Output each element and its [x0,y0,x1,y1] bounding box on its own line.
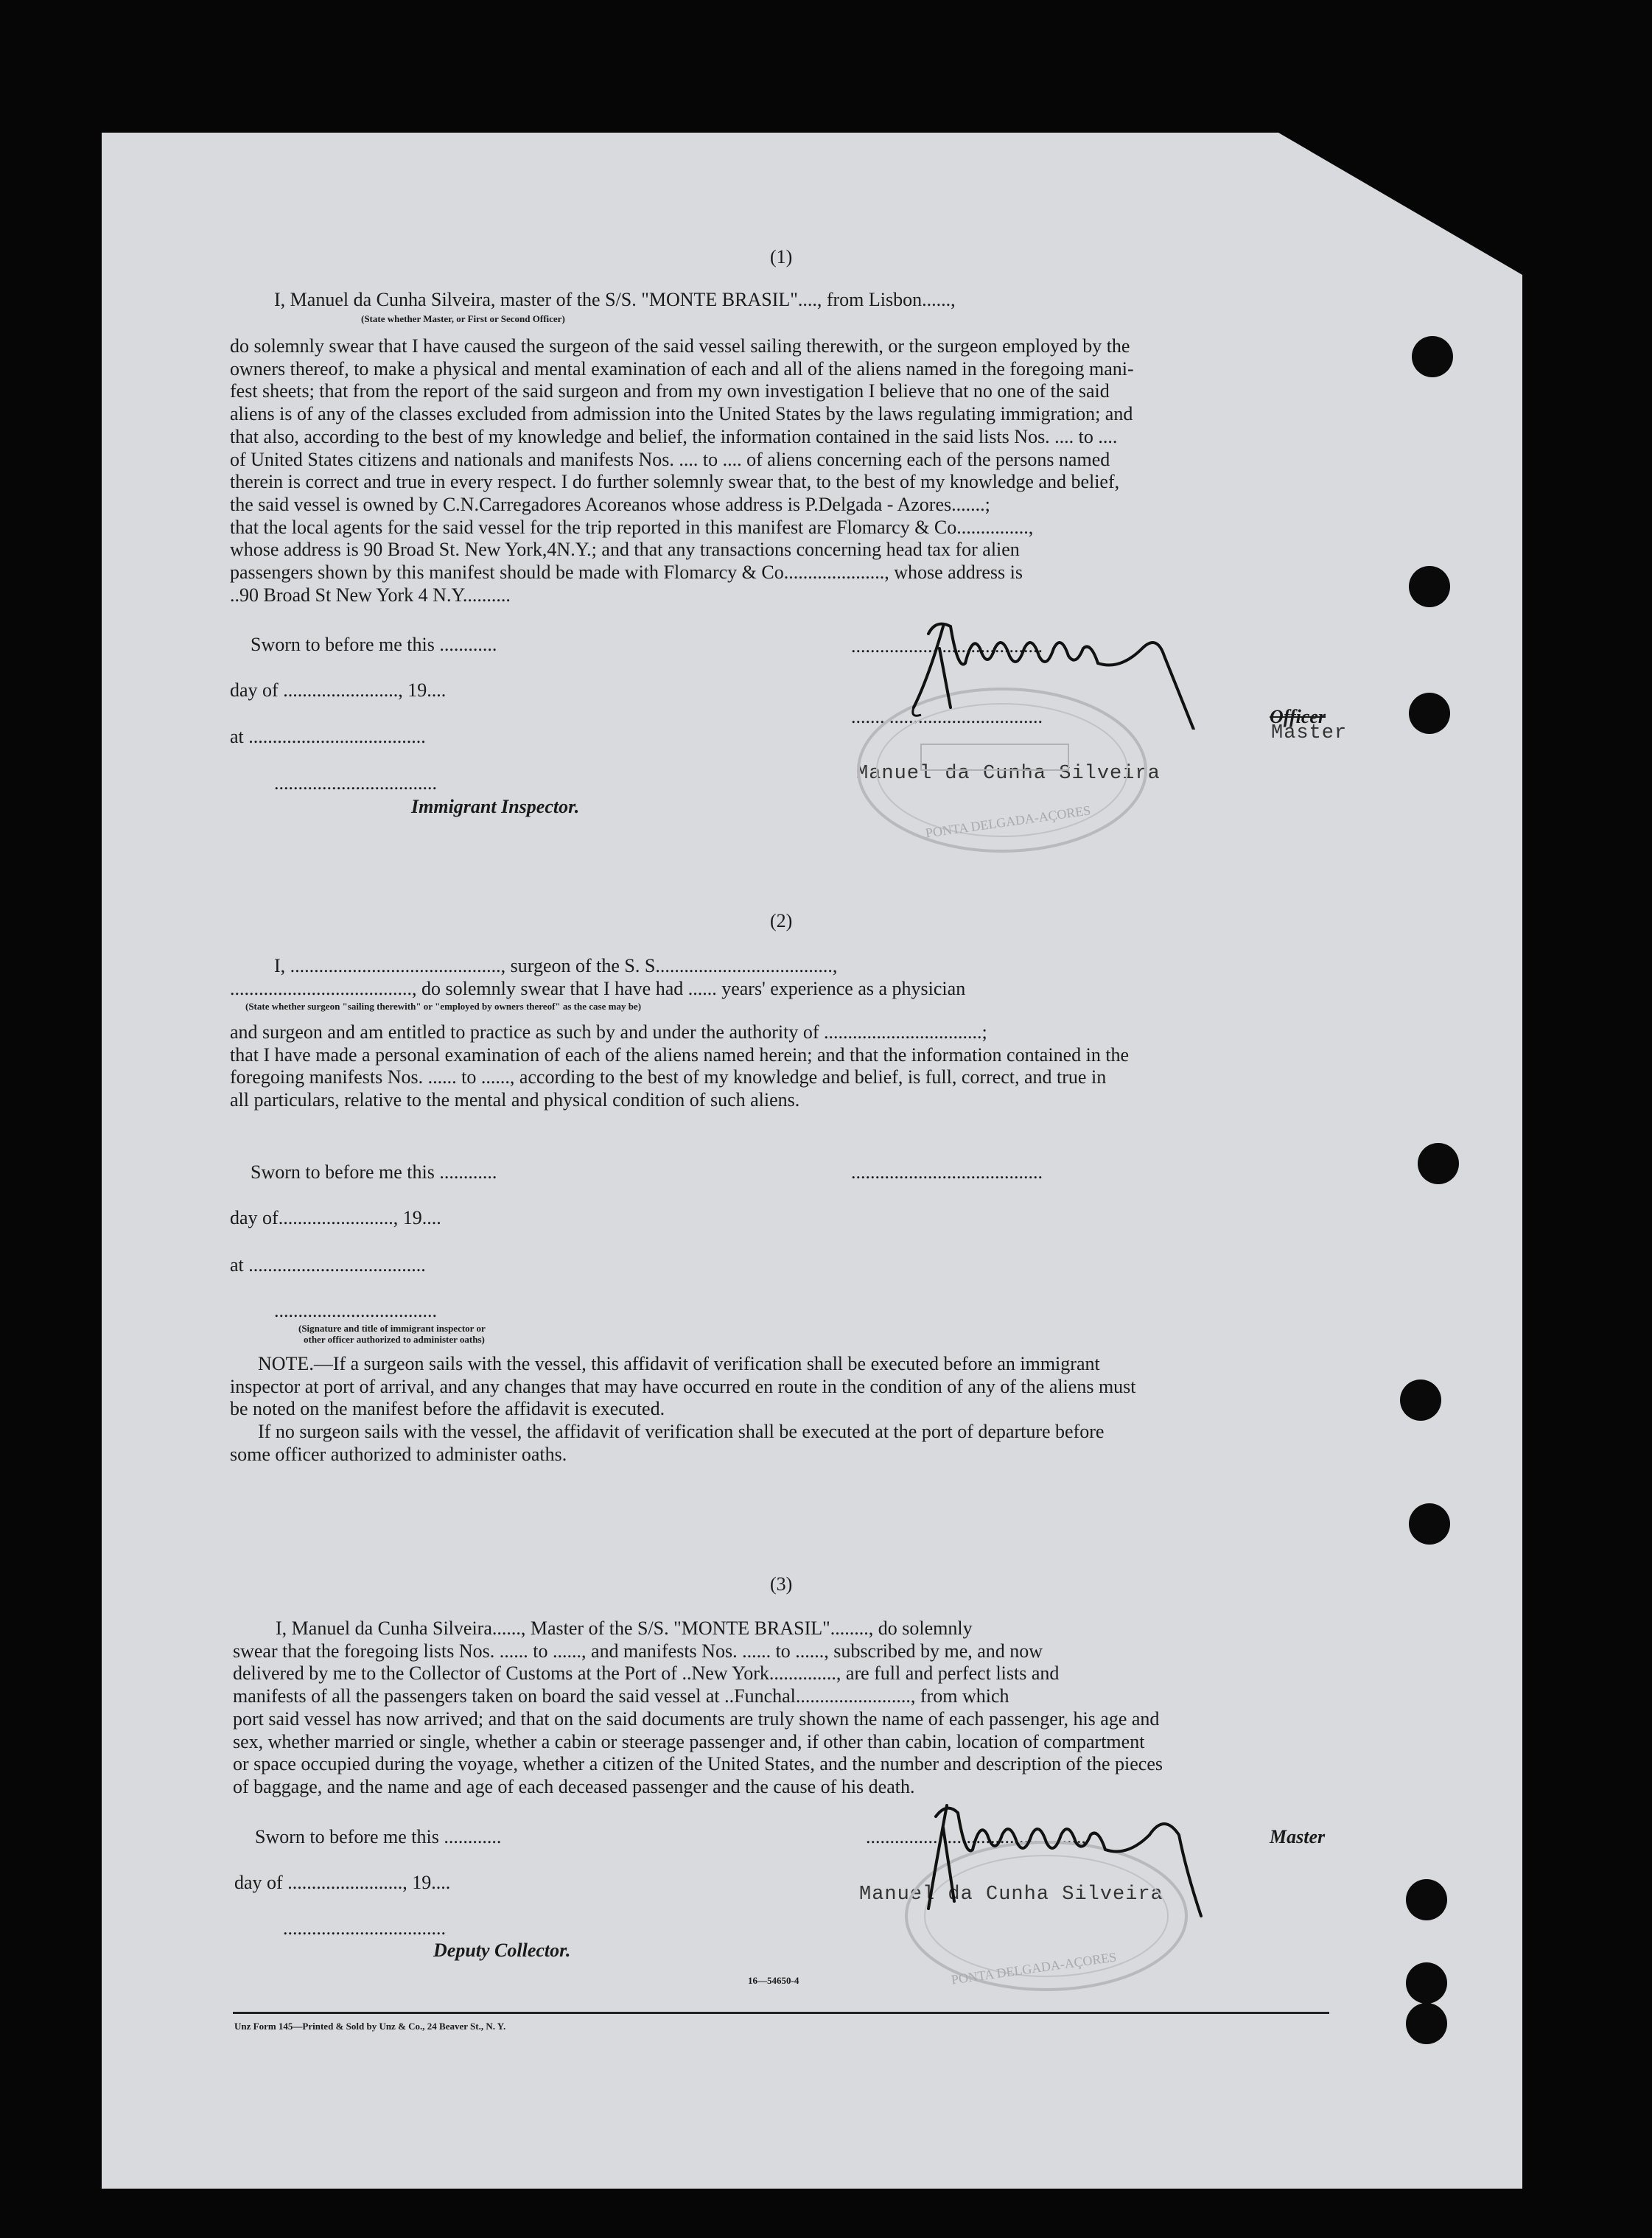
section-1-number: (1) [770,246,793,267]
section-2-note [230,1353,1328,1466]
surgeon-signature-line: ........................................ [851,1161,1043,1183]
note-line: inspector at port of arrival, and any changes that may have occurred en route in the condition of any of the aliens must [230,1375,1136,1397]
binder-hole [1406,2003,1447,2044]
master-typed-name: Manuel da Cunha Silveira [859,1884,1163,1906]
section-2-oath-text [230,1021,1328,1112]
oath-line: manifests of all the passengers taken on board the said vessel at ..Funchal........................, from which [233,1685,1009,1707]
oath-line: or space occupied during the voyage, whether a citizen of the United States, and the number and description of the pieces [233,1753,1163,1775]
master-typed-title: Master [1271,722,1348,744]
signature-caption: other officer authorized to administer oaths) [304,1334,485,1345]
oath-line: do solemnly swear that I have caused the surgeon of the said vessel sailing therewith, or the surgeon employed by the [230,335,1130,357]
day-line: day of........................, 19.... [230,1207,441,1228]
binder-hole [1412,336,1453,377]
oath-line: all particulars, relative to the mental and physical condition of such aliens. [230,1089,800,1111]
master-signature [899,604,1223,730]
inspector-signature-line: .................................. [274,772,437,794]
form-number: 16—54650-4 [748,1975,799,1986]
binder-hole [1400,1379,1441,1421]
note-line: NOTE.—If a surgeon sails with the vessel, this affidavit of verification shall be executed before an immigrant [258,1353,1100,1374]
oath-line: delivered by me to the Collector of Customs at the Port of ..New York.............., are full and perfect lists and [233,1662,1060,1685]
binder-hole [1409,693,1450,734]
at-line: at ..................................... [230,1254,426,1276]
collector-caption: Deputy Collector. [433,1940,571,1961]
at-line: at ..................................... [230,726,426,747]
section-1-officer-note: (State whether Master, or First or Second Officer) [361,313,565,324]
master-caption: Master [1270,1826,1326,1847]
sworn-line: Sworn to before me this ............ [251,1161,497,1183]
oath-line: the said vessel is owned by C.N.Carregadores Acoreanos whose address is P.Delgada - Azores.......; [230,493,990,515]
collector-signature-line: .................................. [283,1917,446,1939]
section-1-oath-text [230,335,1328,606]
oath-line: port said vessel has now arrived; and that on the said documents are truly shown the name of each passenger, his age and [233,1707,1160,1730]
oath-line: that I have made a personal examination of each of the aliens named herein; and that the information contained in the [230,1043,1130,1066]
section-2-opening-line: I, ............................................, surgeon of the S. S....................................., [274,955,838,976]
binder-hole [1418,1143,1459,1184]
port-stamp-text: PONTA DELGADA-AÇORES [924,802,1092,841]
section-2-second-line: ......................................, do solemnly swear that I have had ...... years' experience as a physician [230,978,966,999]
section-1-opening-line: I, Manuel da Cunha Silveira, master of the S/S. "MONTE BRASIL"...., from Lisbon......, [274,289,956,310]
sworn-line: Sworn to before me this ............ [251,634,497,655]
binder-hole [1406,1879,1447,1920]
binder-hole [1409,566,1450,607]
inspector-caption: Immigrant Inspector. [411,796,580,817]
sworn-line: Sworn to before me this ............ [255,1826,502,1847]
binder-hole [1406,1962,1447,2004]
oath-line: of baggage, and the name and age of each deceased passenger and the cause of his death. [233,1775,915,1797]
oath-line: swear that the foregoing lists Nos. ...... to ......, and manifests Nos. ...... to ......, subscribed by me, and now [233,1640,1043,1662]
oath-line: of United States citizens and nationals and manifests Nos. .... to .... of aliens concerning each of the persons named [230,448,1110,470]
port-stamp-text: PONTA DELGADA-AÇORES [950,1949,1118,1987]
note-line: some officer authorized to administer oaths. [230,1443,567,1465]
note-line: If no surgeon sails with the vessel, the affidavit of verification shall be executed at the port of departure before [258,1421,1105,1443]
oath-line: ..90 Broad St New York 4 N.Y.......... [230,584,511,606]
oath-line: fest sheets; that from the report of the said surgeon and from my own investigation I believe that no one of the said [230,380,1110,402]
oath-line: aliens is of any of the classes excluded from admission into the United States by the laws regulating immigration; and [230,403,1133,425]
oath-line: foregoing manifests Nos. ...... to ......, according to the best of my knowledge and belief, is full, correct, and true in [230,1066,1107,1088]
officer-signature-line: .................................. [274,1300,437,1321]
section-2-surgeon-note: (State whether surgeon "sailing therewith" or "employed by owners thereof" as the case may be) [245,1001,642,1012]
day-line: day of ........................, 19.... [234,1872,451,1893]
day-line: day of ........................, 19.... [230,679,447,701]
oath-line: owners thereof, to make a physical and mental examination of each and all of the aliens named in the foregoing mani- [230,357,1134,380]
oath-line: passengers shown by this manifest should be made with Flomarcy & Co....................., whose address is [230,562,1023,584]
section-3-oath-text [233,1618,1331,1799]
printer-footer: Unz Form 145—Printed & Sold by Unz & Co., 24 Beaver St., N. Y. [234,2021,506,2032]
master-signature-line: ............................................., [866,1826,1086,1847]
section-2-number: (2) [770,910,793,931]
binder-hole [1409,1503,1450,1545]
signature-caption: (Signature and title of immigrant inspector or [298,1323,486,1334]
master-signature-line-top: ........................................ [851,635,1043,657]
oath-line: that also, according to the best of my knowledge and belief, the information contained in the said lists Nos. .... to .... [230,425,1118,447]
oath-line: I, Manuel da Cunha Silveira......, Master of the S/S. "MONTE BRASIL"........, do solemnly [276,1618,973,1639]
master-signature-line: ........................................ [851,706,1043,727]
oath-line: that the local agents for the said vessel for the trip reported in this manifest are Flomarcy & Co..............., [230,516,1034,538]
note-line: be noted on the manifest before the affidavit is executed. [230,1398,665,1420]
master-typed-name: Manuel da Cunha Silveira [856,763,1161,785]
section-3-number: (3) [770,1573,793,1595]
officer-caption: Officer [1270,706,1326,727]
oath-line: and surgeon and am entitled to practice as such by and under the authority of .................................; [230,1021,987,1043]
oath-line: sex, whether married or single, whether a cabin or steerage passenger and, if other than cabin, location of compartment [233,1730,1145,1752]
footer-rule [233,2012,1329,2014]
oath-line: therein is correct and true in every respect. I do further solemnly swear that, to the best of my knowledge and belief, [230,471,1120,493]
master-signature [906,1791,1238,1923]
oath-line: whose address is 90 Broad St. New York,4N.Y.; and that any transactions concerning head tax for alien [230,539,1020,561]
